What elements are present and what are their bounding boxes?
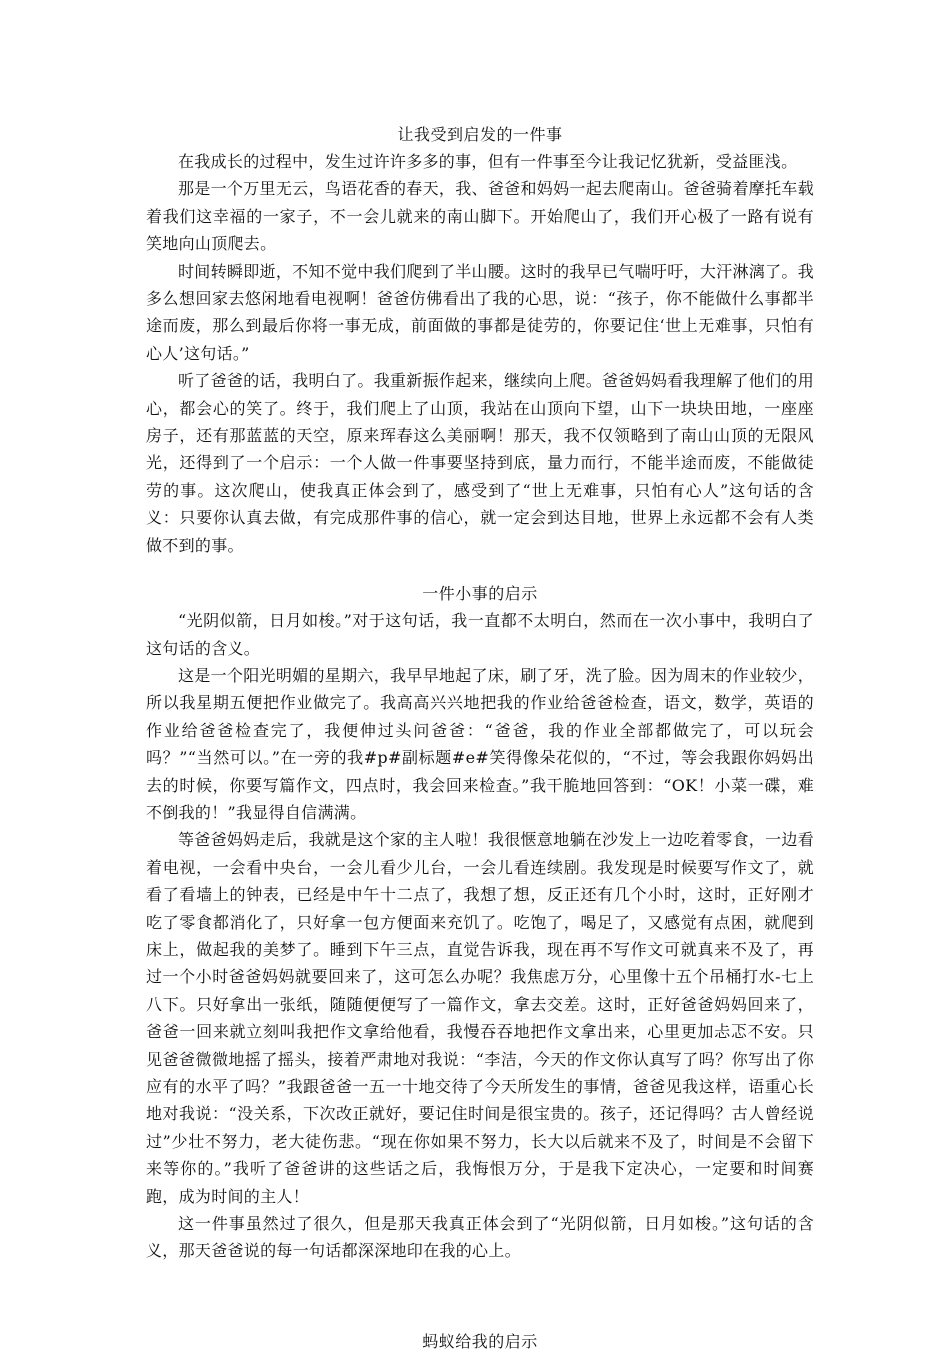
paragraph: “光阴似箭，日月如梭。”对于这句话，我一直都不太明白，然而在一次小事中，我明白了这句话的含义。 <box>146 611 814 658</box>
paragraph: 那是一个万里无云，鸟语花香的春天，我、爸爸和妈妈一起去爬南山。爸爸骑着摩托车载着我们这幸福的一家子，不一会儿就来的南山脚下。开始爬山了，我们开心极了一路有说有笑地向山顶爬去。 <box>146 179 814 254</box>
document-page <box>146 122 814 1355</box>
paragraph: 等爸爸妈妈走后，我就是这个家的主人啦！我很惬意地躺在沙发上一边吃着零食，一边看着电视，一会看中央台，一会儿看少儿台，一会儿看连续剧。我发现是时候要写作文了，就看了看墙上的钟表，已经是中午十二点了，我想了想，反正还有几个小时，这时，正好刚才吃了零食都消化了，只好拿一包方便面来充饥了。吃饱了，喝足了，又感觉有点困，就爬到床上，做起我的美梦了。睡到下午三点，直觉告诉我，现在再不写作文可就真来不及了，再过一个小时爸爸妈妈就要回来了，这可怎么办呢？我焦虑万分，心里像十五个吊桶打水-七上八下。只好拿出一张纸，随随便便写了一篇作文，拿去交差。这时，正好爸爸妈妈回来了，爸爸一回来就立刻叫我把作文拿给他看，我慢吞吞地把作文拿出来，心里更加忐忑不安。只见爸爸微微地摇了摇头，接着严肃地对我说：“李洁，今天的作文你认真写了吗？你写出了你应有的水平了吗？”我跟爸爸一五一十地交待了今天所发生的事情，爸爸见我这样，语重心长地对我说：“没关系，下次改正就好，要记住时间是很宝贵的。孩子，还记得吗？古人曾经说过”少壮不努力，老大徒伤悲。“现在你如果不努力，长大以后就来不及了，时间是不会留下来等你的。”我听了爸爸讲的这些话之后，我悔恨万分，于是我下定决心，一定要和时间赛跑，成为时间的主人！ <box>146 830 814 1206</box>
essay-title-1: 让我受到启发的一件事 <box>397 125 563 144</box>
paragraph: 这是一个阳光明媚的星期六，我早早地起了床，刷了牙，洗了脸。因为周末的作业较少，所以我星期五便把作业做完了。我高高兴兴地把我的作业给爸爸检查，语文，数学，英语的作业给爸爸检查完了，我便伸过头问爸爸：“爸爸，我的作业全部都做完了，可以玩会吗？”“当然可以。”在一旁的我#p#副标题#e#笑得像朵花似的，“不过，等会我跟你妈妈出去的时候，你要写篇作文，四点时，我会回来检查。”我干脆地回答到：“OK！小菜一碟，难不倒我的！”我显得自信满满。 <box>146 665 814 822</box>
essay-title-2: 一件小事的启示 <box>422 584 538 604</box>
paragraph: 听了爸爸的话，我明白了。我重新振作起来，继续向上爬。爸爸妈妈看我理解了他们的用心，都会心的笑了。终于，我们爬上了山顶，我站在山顶向下望，山下一块块田地，一座座房子，还有那蓝蓝的天空，原来珲春这么美丽啊！那天，我不仅领略到了南山山顶的无限风光，还得到了一个启示：一个人做一件事要坚持到底，量力而行，不能半途而废，不能做徒劳的事。这次爬山，使我真正体会到了，感受到了“世上无难事，只怕有心人”这句话的含义：只要你认真去做，有完成那件事的信心，就一定会到达目地，世界上永远都不会有人类做不到的事。 <box>146 371 814 555</box>
paragraph: 时间转瞬即逝，不知不觉中我们爬到了半山腰。这时的我早已气喘吁吁，大汗淋漓了。我多么想回家去悠闲地看电视啊！爸爸仿佛看出了我的心思，说：“孩子，你不能做什么事都半途而废，那么到最后你将一事无成，前面做的事都是徒劳的，你要记住‘世上无难事，只怕有心人’这句话。” <box>146 261 814 363</box>
section-spacer <box>146 559 814 581</box>
essay-title-3: 蚂蚁给我的启示 <box>422 1331 538 1351</box>
paragraph: 这一件事虽然过了很久，但是那天我真正体会到了“光阴似箭，日月如梭。”这句话的含义，那天爸爸说的每一句话都深深地印在我的心上。 <box>146 1214 814 1261</box>
paragraph: 在我成长的过程中，发生过许许多多的事，但有一件事至今让我记忆犹新，受益匪浅。 <box>178 152 798 171</box>
section-spacer <box>146 1265 814 1329</box>
